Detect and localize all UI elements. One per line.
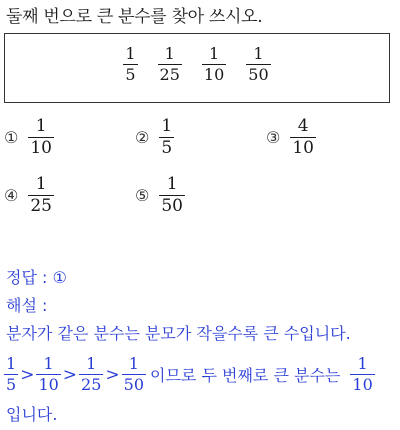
greater-than: > — [62, 364, 78, 385]
fraction-inequality — [4, 356, 375, 393]
fractions-box — [4, 33, 390, 103]
option-fraction: $\frac{4}{10}$ — [292, 116, 314, 158]
question-text: 둘째 번으로 큰 분수를 찾아 쓰시오. — [6, 7, 263, 27]
option-2[interactable]: ② $\frac{1}{5}$ — [135, 116, 173, 158]
box-fraction: $\frac{1}{50}$ — [248, 44, 269, 84]
option-fraction: $\frac{1}{5}$ — [161, 116, 173, 158]
box-fraction: $\frac{1}{25}$ — [159, 44, 180, 84]
greater-than: > — [20, 364, 35, 385]
answer-line: 정답 : ① — [6, 268, 67, 287]
chain-fraction: $\frac{1}{5}$ — [6, 354, 17, 394]
result-fraction: $\frac{1}{10}$ — [352, 354, 373, 394]
chain-text: 이므로 두 번째로 큰 분수는 — [150, 366, 341, 385]
greater-than: > — [105, 364, 120, 385]
chain-fraction: $\frac{1}{10}$ — [38, 354, 59, 394]
option-1[interactable]: ① $\frac{1}{10}$ — [4, 116, 52, 158]
explanation-text: 분자가 같은 분수는 분모가 작을수록 큰 수입니다. — [6, 324, 351, 343]
box-fraction: $\frac{1}{5}$ — [125, 44, 136, 84]
option-fraction: $\frac{1}{10}$ — [30, 116, 52, 158]
option-fraction: $\frac{1}{50}$ — [161, 174, 183, 216]
chain-fraction: $\frac{1}{50}$ — [123, 354, 145, 394]
explanation-label: 해설 : — [6, 296, 48, 315]
option-5[interactable]: ⑤ $\frac{1}{50}$ — [135, 174, 183, 216]
option-4[interactable]: ④ $\frac{1}{25}$ — [4, 174, 52, 216]
explanation-ending: 입니다. — [6, 405, 58, 424]
chain-fraction: $\frac{1}{25}$ — [81, 354, 102, 394]
box-fraction: $\frac{1}{10}$ — [203, 44, 225, 84]
option-3[interactable]: ③ $\frac{4}{10}$ — [266, 116, 314, 158]
option-fraction: $\frac{1}{25}$ — [30, 174, 52, 216]
